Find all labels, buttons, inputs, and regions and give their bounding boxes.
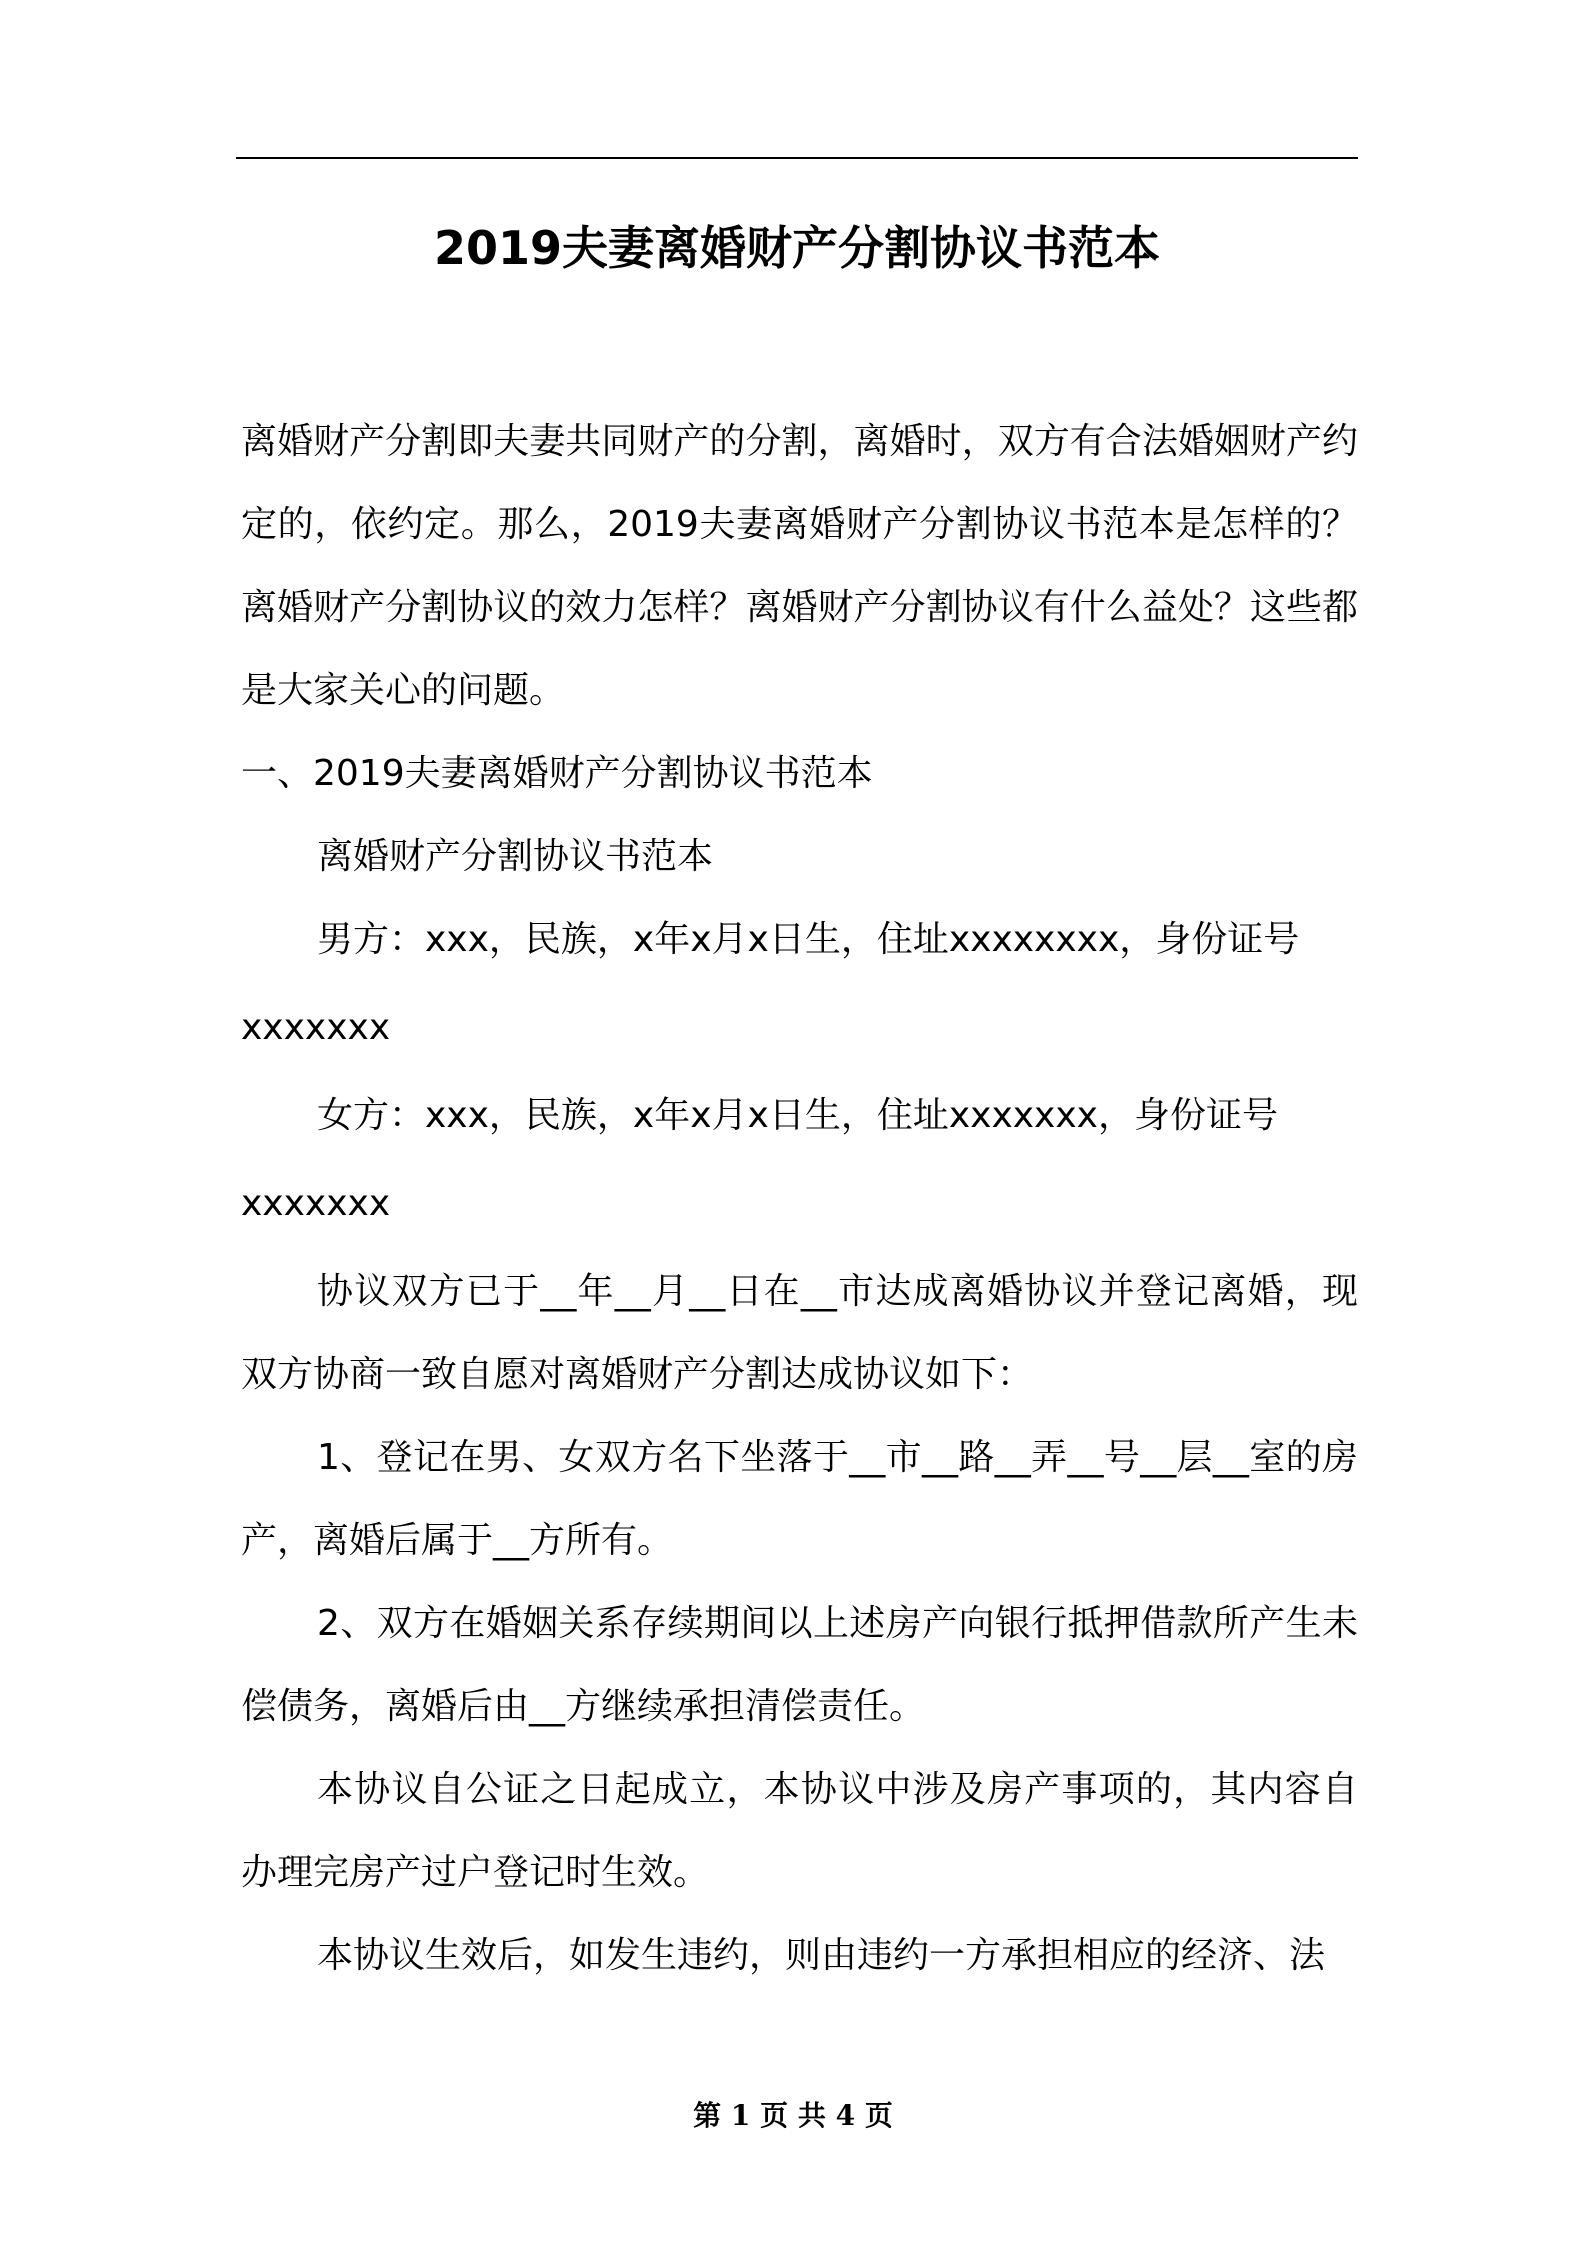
intro-paragraph: 离婚财产分割即夫妻共同财产的分割，离婚时，双方有合法婚姻财产约定的，依约定。那么，2019夫妻离婚财产分割协议书范本是怎样的？离婚财产分割协议的效力怎样？离婚财产分割协议有什么益处？这些都是大家关心的问题。 bbox=[241, 421, 1358, 711]
clause-1: 1、登记在男、女双方名下坐落于__市__路__弄__号__层__室的房产，离婚后属于__方所有。 bbox=[241, 1437, 1358, 1561]
document-title: 2019夫妻离婚财产分割协议书范本 bbox=[433, 221, 1161, 275]
male-party-line: 男方：xxx，民族，x年x月x日生，住址xxxxxxxx，身份证号 bbox=[317, 919, 1300, 960]
female-party-line: 女方：xxx，民族，x年x月x日生，住址xxxxxxx，身份证号 bbox=[317, 1095, 1278, 1136]
effect-clause: 本协议自公证之日起成立，本协议中涉及房产事项的，其内容自办理完房产过户登记时生效。 bbox=[241, 1769, 1358, 1893]
agreement-paragraph: 协议双方已于__年__月__日在__市达成离婚协议并登记离婚，现双方协商一致自愿对离婚财产分割达成协议如下： bbox=[241, 1271, 1358, 1395]
section-heading: 一、2019夫妻离婚财产分割协议书范本 bbox=[241, 753, 873, 794]
document-body bbox=[241, 400, 1358, 1997]
agreement-subtitle: 离婚财产分割协议书范本 bbox=[317, 836, 714, 877]
header-rule bbox=[236, 157, 1358, 159]
clause-2: 2、双方在婚姻关系存续期间以上述房产向银行抵押借款所产生未偿债务，离婚后由__方继续承担清偿责任。 bbox=[241, 1603, 1358, 1727]
female-id-number: xxxxxxx bbox=[241, 1183, 391, 1224]
breach-clause: 本协议生效后，如发生违约，则由违约一方承担相应的经济、法 bbox=[317, 1935, 1326, 1976]
male-id-number: xxxxxxx bbox=[241, 1007, 391, 1048]
page-number-footer: 第 1 页 共 4 页 bbox=[693, 2099, 893, 2132]
